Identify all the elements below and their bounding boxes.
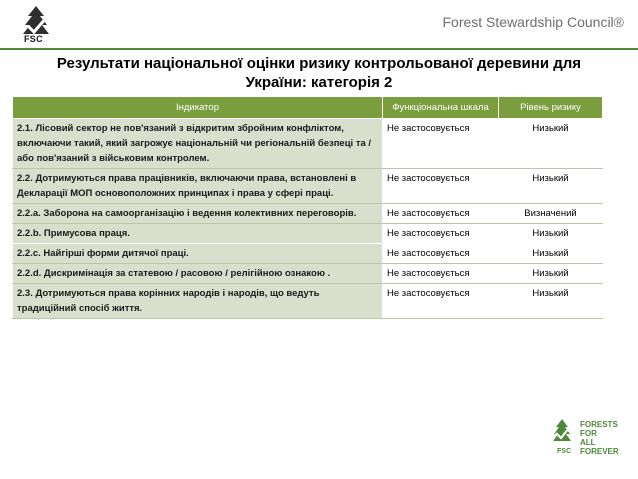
row-risk: Низький bbox=[499, 264, 603, 284]
row-scale: Не застосовується bbox=[383, 119, 499, 169]
row-risk: Низький bbox=[499, 119, 603, 169]
row-indicator: 2.2.c. Найгірші форми дитячої праці. bbox=[13, 244, 383, 264]
row-scale: Не застосовується bbox=[383, 264, 499, 284]
footer-line-4: FOREVER bbox=[580, 447, 619, 456]
row-scale: Не застосовується bbox=[383, 284, 499, 319]
table-header-row bbox=[13, 97, 603, 119]
row-indicator: 2.2. Дотримуються права працівників, включаючи права, встановлені в Декларації МОП основоположних принципах і права у сфері праці. bbox=[13, 169, 383, 204]
header-risk: Рівень ризику bbox=[499, 97, 603, 119]
header bbox=[0, 0, 638, 48]
fsc-logo-text: FSC bbox=[24, 34, 43, 44]
row-risk: Визначений bbox=[499, 204, 603, 224]
brand-name: Forest Stewardship Council® bbox=[442, 14, 624, 30]
row-risk: Низький bbox=[499, 224, 603, 244]
table-row bbox=[13, 119, 603, 169]
footer-logo-text: FSC bbox=[557, 448, 571, 455]
header-scale: Функціональна шкала bbox=[383, 97, 499, 119]
table-row bbox=[13, 169, 603, 204]
row-indicator: 2.2.a. Заборона на самоорганізацію і ведення колективних переговорів. bbox=[13, 204, 383, 224]
row-risk: Низький bbox=[499, 169, 603, 204]
row-indicator: 2.3. Дотримуються права корінних народів і народів, що ведуть традиційний спосіб життя. bbox=[13, 284, 383, 319]
table-row bbox=[13, 264, 603, 284]
row-indicator: 2.2.d. Дискримінація за статевою / расовою / релігійною ознакою . bbox=[13, 264, 383, 284]
row-indicator: 2.1. Лісовий сектор не пов'язаний з відкритим збройним конфліктом, включаючи такий, який загрожує національній чи регіональній безпеці та / або пов'язаний з військовим контролем. bbox=[13, 119, 383, 169]
footer-line-3: ALL bbox=[580, 438, 596, 447]
header-indicator: Індикатор bbox=[13, 97, 383, 119]
row-scale: Не застосовується bbox=[383, 204, 499, 224]
row-scale: Не застосовується bbox=[383, 224, 499, 244]
row-scale: Не застосовується bbox=[383, 244, 499, 264]
row-risk: Низький bbox=[499, 244, 603, 264]
title-line-2: України: категорія 2 bbox=[245, 74, 393, 91]
footer-line-2: FOR bbox=[580, 429, 597, 438]
risk-table bbox=[12, 96, 603, 319]
header-divider bbox=[0, 48, 638, 50]
row-indicator: 2.2.b. Примусова праця. bbox=[13, 224, 383, 244]
footer-line-1: FORESTS bbox=[580, 420, 618, 429]
table-row bbox=[13, 204, 603, 224]
row-scale: Не застосовується bbox=[383, 169, 499, 204]
table-row bbox=[13, 244, 603, 264]
page-title bbox=[4, 54, 634, 92]
title-line-1: Результати національної оцінки ризику контрольованої деревини для bbox=[56, 55, 582, 72]
table-row bbox=[13, 284, 603, 319]
table-row bbox=[13, 224, 603, 244]
row-risk: Низький bbox=[499, 284, 603, 319]
forests-for-all-forever-logo-icon bbox=[548, 415, 626, 471]
